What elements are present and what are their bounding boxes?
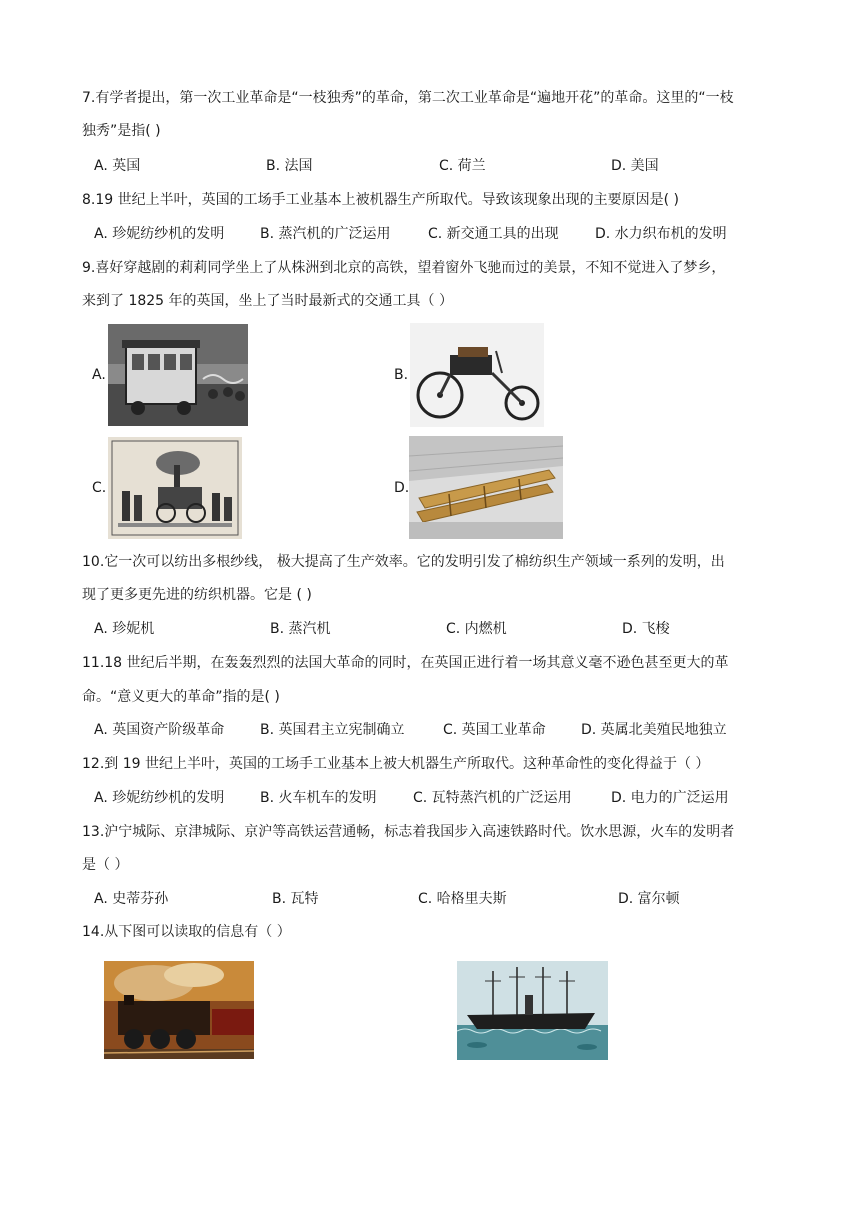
q7-stem-line2: 独秀”是指( ) — [82, 123, 161, 139]
q8-option-c[interactable]: C. 新交通工具的出现 — [428, 226, 559, 242]
q12-option-c[interactable]: C. 瓦特蒸汽机的广泛运用 — [413, 790, 572, 806]
q13-option-b[interactable]: B. 瓦特 — [272, 891, 319, 907]
q11-option-a[interactable]: A. 英国资产阶级革命 — [94, 722, 225, 738]
q13-option-a[interactable]: A. 史蒂芬孙 — [94, 891, 169, 907]
q9-stem-line2: 来到了 1825 年的英国，坐上了当时最新式的交通工具（ ） — [82, 293, 453, 309]
q9-option-c[interactable]: C. — [92, 480, 107, 496]
q10-option-b[interactable]: B. 蒸汽机 — [270, 621, 331, 637]
q11-option-c[interactable]: C. 英国工业革命 — [443, 722, 546, 738]
q13-stem-line1: 13.沪宁城际、京津城际、京沪等高铁运营通畅，标志着我国步入高速铁路时代。饮水思源，火车的发明者 — [82, 824, 735, 840]
q9-stem-line1: 9.喜好穿越剧的莉莉同学坐上了从株洲到北京的高铁，望着窗外飞驰而过的美景，不知不觉进入了梦乡， — [82, 260, 726, 276]
steam-carriage-engraving-image[interactable] — [108, 437, 242, 539]
q12-stem: 12.到 19 世纪上半叶，英国的工场手工业基本上被大机器生产所取代。这种革命性的变化得益于（ ） — [82, 756, 710, 772]
steam-locomotive-image — [104, 961, 254, 1059]
q10-stem-line1: 10.它一次可以纺出多根纱线， 极大提高了生产效率。它的发明引发了棉纺织生产领域一系列的发明，出 — [82, 554, 725, 570]
early-airplane-image[interactable] — [409, 436, 563, 539]
q9-option-a[interactable]: A. — [92, 367, 106, 383]
steamship-image — [457, 961, 608, 1060]
q8-option-b[interactable]: B. 蒸汽机的广泛运用 — [260, 226, 391, 242]
q10-option-a[interactable]: A. 珍妮机 — [94, 621, 155, 637]
q8-stem: 8.19 世纪上半叶，英国的工场手工业基本上被机器生产所取代。导致该现象出现的主要原因是( ) — [82, 192, 679, 208]
q7-stem-line1: 7.有学者提出，第一次工业革命是“一枝独秀”的革命，第二次工业革命是“遍地开花”的革命。这里的“一枝 — [82, 90, 734, 106]
q11-stem-line1: 11.18 世纪后半期，在轰轰烈烈的法国大革命的同时，在英国正进行着一场其意义毫不逊色甚至更大的革 — [82, 655, 729, 671]
q12-option-d[interactable]: D. 电力的广泛运用 — [611, 790, 729, 806]
q14-stem: 14.从下图可以读取的信息有（ ） — [82, 924, 291, 940]
q12-option-a[interactable]: A. 珍妮纺纱机的发明 — [94, 790, 225, 806]
q8-option-d[interactable]: D. 水力织布机的发明 — [595, 226, 727, 242]
q11-option-d[interactable]: D. 英属北美殖民地独立 — [581, 722, 727, 738]
q7-option-b[interactable]: B. 法国 — [266, 158, 313, 174]
q8-option-a[interactable]: A. 珍妮纺纱机的发明 — [94, 226, 225, 242]
q7-option-c[interactable]: C. 荷兰 — [439, 158, 486, 174]
tram-image[interactable] — [108, 324, 248, 426]
q9-option-b[interactable]: B. — [394, 367, 409, 383]
q12-option-b[interactable]: B. 火车机车的发明 — [260, 790, 377, 806]
q7-option-a[interactable]: A. 英国 — [94, 158, 141, 174]
q10-stem-line2: 现了更多更先进的纺织机器。它是 ( ) — [82, 587, 312, 603]
q7-option-d[interactable]: D. 美国 — [611, 158, 659, 174]
q10-option-d[interactable]: D. 飞梭 — [622, 621, 670, 637]
q11-stem-line2: 命。“意义更大的革命”指的是( ) — [82, 689, 280, 705]
q10-option-c[interactable]: C. 内燃机 — [446, 621, 507, 637]
early-automobile-image[interactable] — [410, 323, 544, 427]
q9-option-d[interactable]: D. — [394, 480, 410, 496]
q13-option-c[interactable]: C. 哈格里夫斯 — [418, 891, 507, 907]
q13-stem-line2: 是（ ） — [82, 857, 129, 873]
q13-option-d[interactable]: D. 富尔顿 — [618, 891, 680, 907]
q11-option-b[interactable]: B. 英国君主立宪制确立 — [260, 722, 405, 738]
